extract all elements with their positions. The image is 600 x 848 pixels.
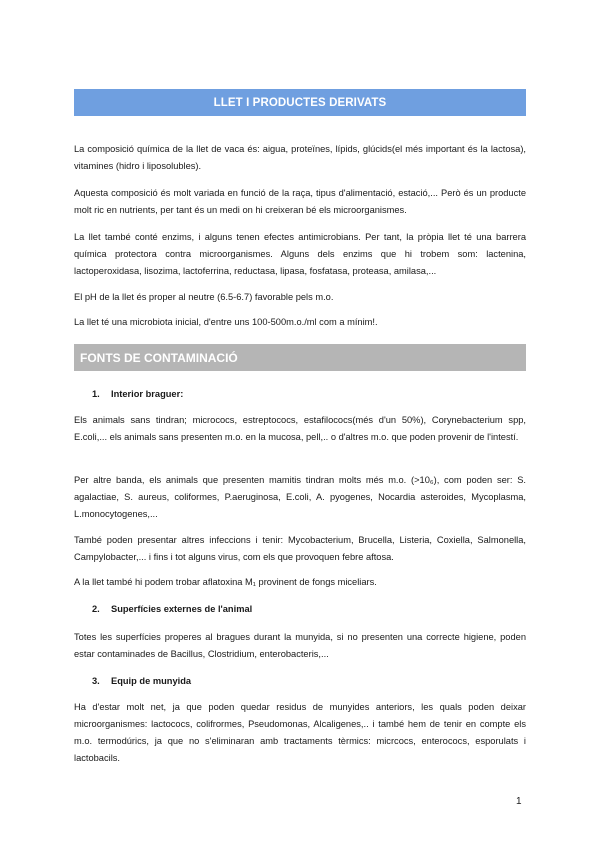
subheading-label: Equip de munyida <box>111 676 192 686</box>
contamination-paragraph-3: També poden presentar altres infeccions i tenir: Mycobacterium, Brucella, Listeria, Coxiella, Salmonella, Campylobacter,... i fins i tot alguns virus, com els que provoquen febre aftosa. <box>74 535 526 562</box>
superficies-paragraph: Totes les superfícies properes al bragues durant la munyida, si no presenten una correcte higiene, poden estar contaminades de Bacillus, Clostridium, enterobacteris,... <box>74 632 526 659</box>
subheading-equip-munyida <box>92 673 191 690</box>
intro-paragraph-4: El pH de la llet és proper al neutre (6.5-6.7) favorable pels m.o. <box>74 292 334 302</box>
subheading-label: Superfícies externes de l'animal <box>111 604 253 614</box>
subheading-interior-braguer <box>92 386 183 403</box>
intro-paragraph-3: La llet també conté enzims, i alguns tenen efectes antimicrobians. Per tant, la pròpia llet té una barrera química protectora contra microorganismes. Alguns dels enzims que hi trobem som: lactenina, lactoperoxidasa, lisozima, lactoferrina, reductasa, lipasa, fosfatasa, proteasa, amilasa,... <box>74 232 526 276</box>
page-title: LLET I PRODUCTES DERIVATS <box>74 89 526 116</box>
subheading-number: 2. <box>92 604 100 614</box>
contamination-paragraph-2: Per altre banda, els animals que presenten mamitis tindran molts més m.o. (>10₆), com poden ser: S. agalactiae, S. aureus, coliformes, P.aeruginosa, E.coli, A. pyogenes, Nocardia asteroides, Mycoplasma, L.monocytogenes,... <box>74 475 526 519</box>
subheading-label: Interior braguer: <box>111 389 184 399</box>
equip-paragraph: Ha d'estar molt net, ja que poden quedar residus de munyides anteriors, les quals poden deixar microorganismes: lactococs, colifrormes, Pseudomonas, Alcaligenes,.. i també hem de tenir en compte els m.o. termodúrics, ja que no s'eliminaran amb tractaments tèrmics: micrcocs, enterococs, esporulats i lactobacils. <box>74 702 526 763</box>
page-number: 1 <box>516 796 522 807</box>
section-heading: FONTS DE CONTAMINACIÓ <box>74 344 526 371</box>
intro-paragraph-1: La composició química de la llet de vaca és: aigua, proteïnes, lípids, glúcids(el més important és la lactosa), vitamines (hidro i liposolubles). <box>74 144 526 171</box>
subheading-number: 3. <box>92 676 100 686</box>
intro-paragraph-5: La llet té una microbiota inicial, d'entre uns 100-500m.o./ml com a mínim!. <box>74 317 378 327</box>
subheading-number: 1. <box>92 389 100 399</box>
contamination-paragraph-4: A la llet també hi podem trobar aflatoxina M₁ provinent de fongs miceliars. <box>74 577 377 587</box>
contamination-paragraph-1: Els animals sans tindran; micrococs, estreptococs, estafilococs(més d'un 50%), Corynebacterium spp, E.coli,... els animals sans presenten m.o. en la mucosa, pell,.. o d'altres m.o. que poden provenir de l'intestí. <box>74 415 526 442</box>
intro-paragraph-2: Aquesta composició és molt variada en funció de la raça, tipus d'alimentació, estació,... Però és un producte molt ric en nutrients, per tant és un medi on hi creixeran bé els microorganismes. <box>74 188 526 215</box>
subheading-superficies <box>92 601 252 618</box>
